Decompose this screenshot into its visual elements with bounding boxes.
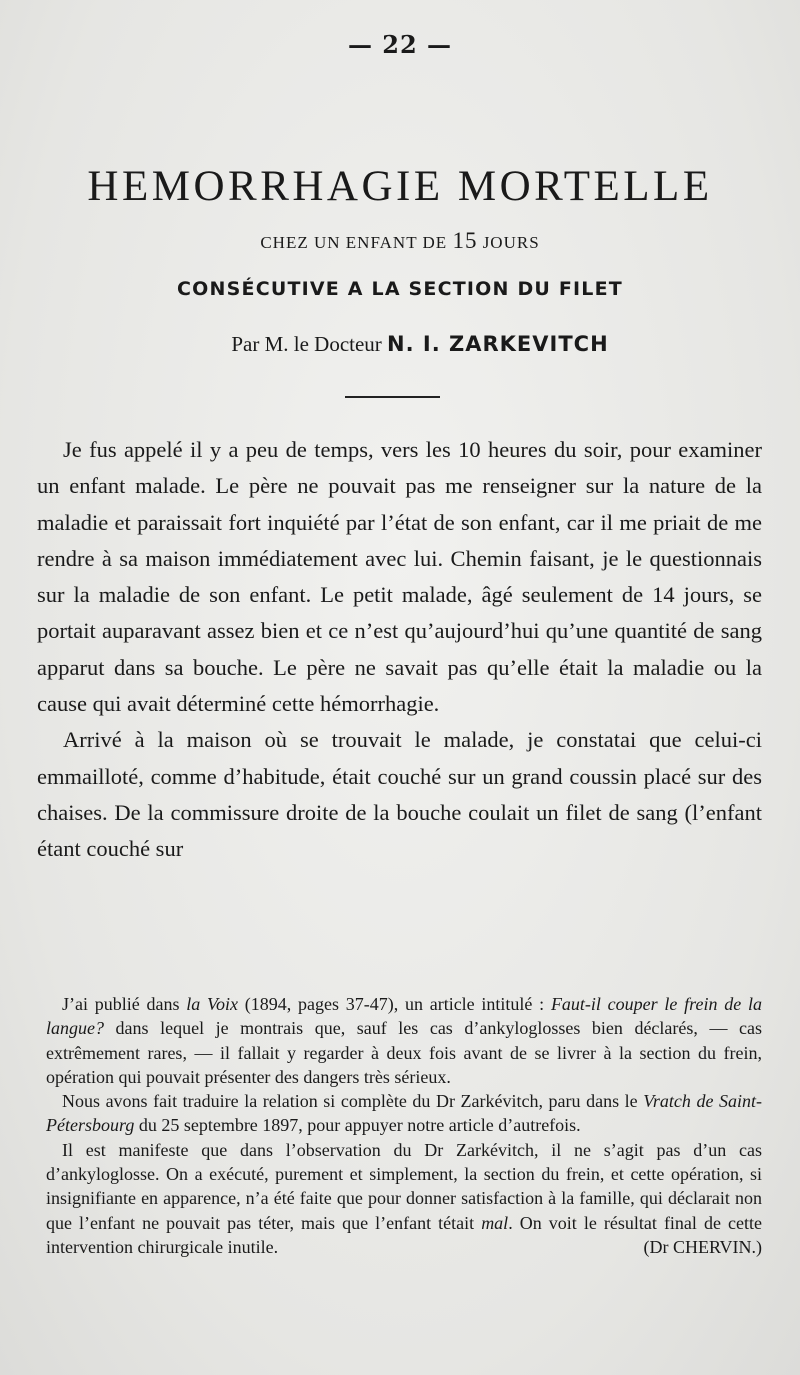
subtitle-1-number: 15 bbox=[452, 228, 478, 253]
footnote-text: . On voit le résultat final de cette intervention chirurgicale inutile. bbox=[46, 1212, 762, 1257]
article-subtitle-2: CONSÉCUTIVE A LA SECTION DU FILET bbox=[177, 278, 623, 300]
footnote-text: Il est manifeste que dans l’observation du Dr Zarkévitch, il ne s’agit pas d’un cas d’ankyloglosse. On a exécuté, purement et simplement, la section du frein, et cette opération, si insignifiante en apparence, n’a été faite que pour donner satisfaction à la famille, qui déclarait non que l’enfant ne pouvait pas téter, mais que l’enfant tétait bbox=[46, 1139, 762, 1233]
footnote-italic: la Voix bbox=[186, 994, 238, 1014]
subtitle-1-after: JOURS bbox=[477, 233, 540, 252]
footnote-signature: (Dr CHERVIN.) bbox=[643, 1236, 762, 1257]
footnote-text: (1894, pages 37-47), un article intitulé : bbox=[237, 994, 551, 1014]
footnote-text: J’ai publié dans bbox=[62, 994, 187, 1014]
article-body bbox=[37, 432, 762, 868]
footnote-2 bbox=[46, 1089, 762, 1138]
footnote-text: dans lequel je montrais que, sauf les cas d’ankyloglosses bien déclarés, — cas extrêmement rares, — il fallait y regarder à deux fois avant de se livrer à la section du frein, opération qui pouvait présenter des dangers très sérieux. bbox=[46, 1018, 762, 1087]
footnote-text: du 25 septembre 1897, pour appuyer notre article d’autrefois. bbox=[134, 1115, 581, 1136]
author-prefix: Par M. le Docteur bbox=[231, 332, 388, 356]
footnote-1 bbox=[46, 992, 762, 1089]
article-title: HEMORRHAGIE MORTELLE bbox=[87, 163, 713, 210]
author-line bbox=[160, 332, 680, 357]
title-divider bbox=[345, 396, 440, 398]
page-number: — 22 — bbox=[347, 30, 453, 59]
footnote-italic: Vratch de Saint-Pétersbourg bbox=[46, 1091, 762, 1136]
footnote-3 bbox=[46, 1138, 762, 1259]
footnotes bbox=[46, 992, 762, 1259]
footnote-italic: Faut-il couper le frein de la langue? bbox=[46, 994, 762, 1039]
author-name: N. I. ZARKEVITCH bbox=[387, 332, 609, 356]
article-subtitle-1 bbox=[0, 228, 800, 254]
body-paragraph: Arrivé à la maison où se trouvait le malade, je constatai que celui-ci emmailloté, comme d’habitude, était couché sur un grand coussin placé sur des chaises. De la commissure droite de la bouche coulait un filet de sang (l’enfant étant couché sur bbox=[37, 727, 762, 862]
footnote-italic: mal bbox=[481, 1212, 509, 1233]
subtitle-1-before: CHEZ UN ENFANT DE bbox=[260, 233, 453, 252]
body-paragraph: Je fus appelé il y a peu de temps, vers les 10 heures du soir, pour examiner un enfant malade. Le père ne pouvait pas me renseigner sur la nature de la maladie et paraissait fort inquiété par l’état de son enfant, car il me priait de me rendre à sa maison immédiatement avec lui. Chemin faisant, je le questionnais sur la maladie de son enfant. Le petit malade, âgé seulement de 14 jours, se portait auparavant assez bien et ce n’est qu’aujourd’hui qu’une quantité de sang apparut dans sa bouche. Le père ne savait pas qu’elle était la maladie ou la cause qui avait déterminé cette hémorrhagie. bbox=[37, 437, 762, 717]
footnote-text: Nous avons fait traduire la relation si complète du Dr Zarkévitch, paru dans le bbox=[62, 1091, 644, 1112]
